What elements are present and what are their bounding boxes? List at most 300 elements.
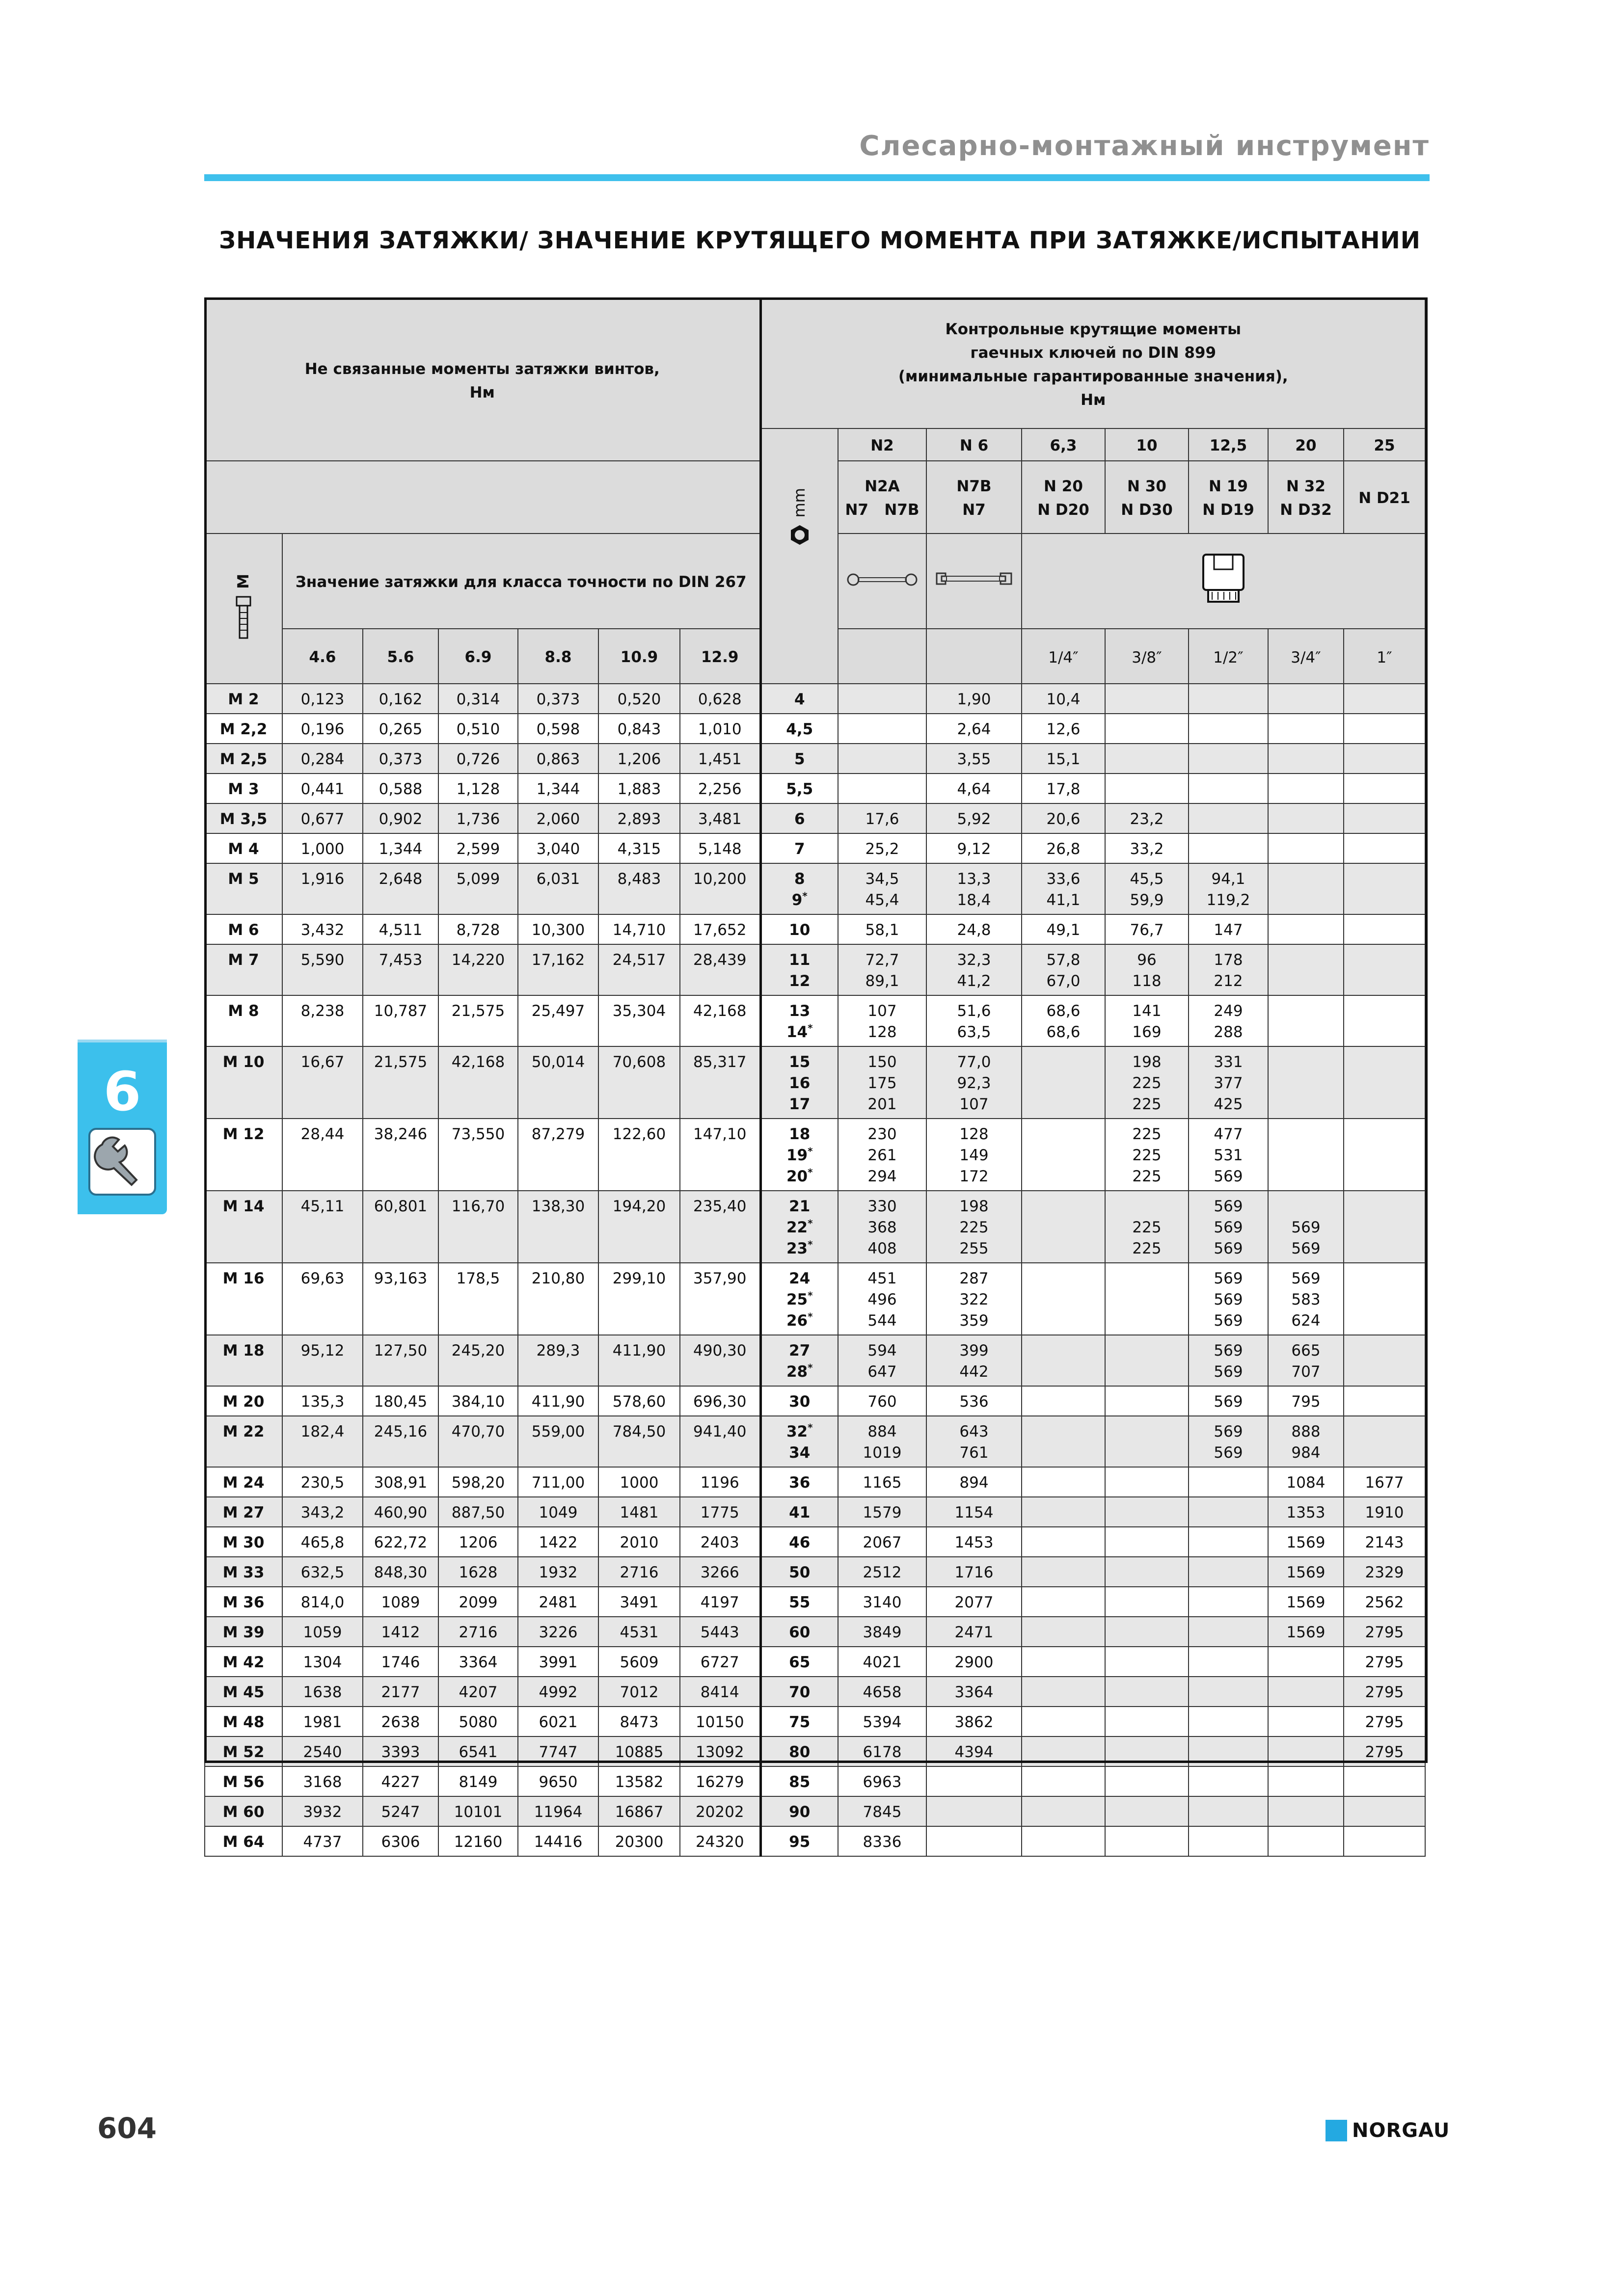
test-torque-value: 67,0 (1046, 972, 1081, 990)
test-torque-value: 225 (1132, 1074, 1162, 1092)
right-heading-line3: (минимальные гарантированные значения), (898, 368, 1288, 385)
test-torque-value: 643 (959, 1423, 989, 1441)
asterisk-mark: * (808, 1238, 813, 1251)
table-row (205, 1191, 1425, 1263)
tightening-value-cell: 11964 (518, 1796, 598, 1826)
test-torque-cell (1022, 1191, 1105, 1263)
wrench-size-cell (760, 1263, 838, 1335)
tightening-value-cell: 1000 (598, 1467, 680, 1497)
test-torque-cell (838, 1416, 926, 1467)
test-torque-cell (838, 1527, 926, 1557)
thread-size-cell: M 12 (205, 1119, 282, 1191)
wrench-size-value: 22* (786, 1217, 813, 1236)
test-torque-cell (1268, 1263, 1344, 1335)
right-heading-line1: Контрольные крутящие моменты (945, 320, 1242, 338)
tightening-value-cell: 696,30 (680, 1386, 760, 1416)
thread-size-cell: M 39 (205, 1617, 282, 1647)
test-torque-cell (1268, 833, 1344, 863)
test-torque-value: 3849 (863, 1624, 902, 1641)
tightening-value-cell: 5080 (438, 1707, 518, 1736)
test-torque-value: 175 (867, 1074, 897, 1092)
test-torque-value: 33,6 (1046, 870, 1081, 888)
tightening-value-cell: 245,20 (438, 1335, 518, 1386)
wrench-size-value: 10 (789, 921, 811, 939)
test-torque-cell (926, 1467, 1022, 1497)
test-torque-value: 212 (1214, 972, 1243, 990)
test-torque-value: 707 (1291, 1363, 1321, 1381)
test-torque-cell (926, 1119, 1022, 1191)
tightening-value-cell: 784,50 (598, 1416, 680, 1467)
tightening-value-cell: 465,8 (282, 1527, 363, 1557)
table-row (205, 744, 1425, 774)
test-torque-cell (926, 995, 1022, 1046)
test-torque-value: 1165 (863, 1474, 902, 1492)
tightening-value-cell: 632,5 (282, 1557, 363, 1587)
wrench-size-value: 26* (786, 1310, 813, 1330)
test-torque-cell (926, 944, 1022, 995)
test-torque-cell (1022, 1497, 1105, 1527)
tightening-value-cell: 13582 (598, 1766, 680, 1796)
tightening-value-cell: 42,168 (438, 1046, 518, 1119)
test-torque-value: 4658 (863, 1683, 902, 1701)
wrench-col-1-models (838, 461, 926, 534)
test-torque-cell (838, 1119, 926, 1191)
tightening-value-cell: 3,481 (680, 803, 760, 833)
tightening-value-cell: 0,196 (282, 714, 363, 744)
test-torque-cell (926, 1263, 1022, 1335)
test-torque-value: 287 (959, 1270, 989, 1287)
test-torque-cell (1344, 1335, 1425, 1386)
bolt-icon (235, 596, 252, 640)
open-spanner-blank (926, 629, 1022, 684)
tightening-value-cell: 1304 (282, 1647, 363, 1677)
asterisk-mark: * (808, 1310, 813, 1323)
tightening-value-cell: 1,128 (438, 774, 518, 803)
test-torque-value: 26,8 (1046, 840, 1081, 858)
test-torque-cell (926, 1587, 1022, 1617)
table-row (205, 1263, 1425, 1335)
tightening-value-cell: 50,014 (518, 1046, 598, 1119)
test-torque-cell (1105, 1707, 1189, 1736)
test-torque-cell (1344, 1647, 1425, 1677)
wrench-col-5-models (1189, 461, 1268, 534)
table-row (205, 944, 1425, 995)
wrench-size-value: 5 (794, 750, 805, 768)
test-torque-value: 2795 (1365, 1713, 1404, 1731)
tightening-value-cell: 2099 (438, 1587, 518, 1617)
tightening-value-cell: 10,787 (363, 995, 438, 1046)
tightening-value-cell: 2,648 (363, 863, 438, 914)
tightening-value-cell: 35,304 (598, 995, 680, 1046)
test-torque-value: 2329 (1365, 1564, 1404, 1581)
thread-size-cell: M 3 (205, 774, 282, 803)
tightening-value-cell: 6306 (363, 1826, 438, 1856)
test-torque-cell (1105, 1617, 1189, 1647)
test-torque-cell (838, 1467, 926, 1497)
class-6-9: 6.9 (438, 629, 518, 684)
test-torque-cell (1344, 1587, 1425, 1617)
tightening-value-cell: 0,314 (438, 684, 518, 714)
test-torque-value: 408 (867, 1240, 897, 1257)
wrench-size-value: 70 (789, 1683, 811, 1701)
tightening-value-cell: 0,863 (518, 744, 598, 774)
thread-size-cell: M 2,2 (205, 714, 282, 744)
table-row (205, 1617, 1425, 1647)
table-row (205, 863, 1425, 914)
tightening-value-cell: 14416 (518, 1826, 598, 1856)
test-torque-cell (1189, 1263, 1268, 1335)
wrench-size-value: 32* (786, 1421, 813, 1441)
wrench-col-3-mid: N 20 (1044, 478, 1083, 495)
test-torque-value: 2143 (1365, 1534, 1404, 1551)
test-torque-cell (1189, 1191, 1268, 1263)
test-torque-cell (926, 1557, 1022, 1587)
table-row (205, 1587, 1425, 1617)
wrench-col-6-sub: N D32 (1280, 501, 1332, 519)
test-torque-value: 24,8 (957, 921, 991, 939)
test-torque-value: 249 (1214, 1002, 1243, 1020)
wrench-size-value: 34 (789, 1444, 811, 1462)
table-row (205, 1677, 1425, 1707)
tightening-value-cell: 3266 (680, 1557, 760, 1587)
test-torque-cell (1105, 1046, 1189, 1119)
test-torque-value: 58,1 (865, 921, 899, 939)
tightening-value-cell: 6727 (680, 1647, 760, 1677)
wrench-size-value: 12 (789, 972, 811, 990)
table-row (205, 1335, 1425, 1386)
test-torque-cell (1189, 1527, 1268, 1557)
test-torque-cell (1022, 944, 1105, 995)
class-label: Значение затяжки для класса точности по DIN 267 (282, 534, 760, 629)
tightening-value-cell: 5,148 (680, 833, 760, 863)
thread-size-cell: M 64 (205, 1826, 282, 1856)
test-torque-value: 9,12 (957, 840, 991, 858)
thread-size-cell: M 18 (205, 1335, 282, 1386)
table-row (205, 833, 1425, 863)
thread-size-cell: M 5 (205, 863, 282, 914)
table-row (205, 1386, 1425, 1416)
tightening-value-cell: 24,517 (598, 944, 680, 995)
test-torque-cell (1344, 1119, 1425, 1191)
test-torque-cell (1189, 863, 1268, 914)
thread-size-cell: M 7 (205, 944, 282, 995)
tightening-value-cell: 178,5 (438, 1263, 518, 1335)
wrench-size-value: 27 (789, 1342, 811, 1360)
ring-spanner-blank (838, 629, 926, 684)
test-torque-cell (1268, 1467, 1344, 1497)
tightening-value-cell: 2638 (363, 1707, 438, 1736)
test-torque-cell (926, 803, 1022, 833)
tightening-value-cell: 5609 (598, 1647, 680, 1677)
wrench-col-3-models (1022, 461, 1105, 534)
test-torque-cell (926, 1335, 1022, 1386)
test-torque-cell (838, 1557, 926, 1587)
tightening-value-cell: 10885 (598, 1736, 680, 1766)
table-row (205, 1736, 1425, 1766)
test-torque-cell (926, 1046, 1022, 1119)
test-torque-cell (1105, 1467, 1189, 1497)
tightening-value-cell: 814,0 (282, 1587, 363, 1617)
test-torque-value: 569 (1214, 1363, 1243, 1381)
table-row (205, 995, 1425, 1046)
tightening-value-cell: 6021 (518, 1707, 598, 1736)
wrench-size-value: 13 (789, 1002, 811, 1020)
wrench-size-value: 36 (789, 1474, 811, 1492)
test-torque-cell (1268, 1191, 1344, 1263)
tightening-value-cell: 4,315 (598, 833, 680, 863)
tightening-value-cell: 6,031 (518, 863, 598, 914)
wrench-size-cell (760, 833, 838, 863)
test-torque-value: 225 (1132, 1095, 1162, 1113)
test-torque-cell (838, 1617, 926, 1647)
wrench-size-cell (760, 1617, 838, 1647)
test-torque-cell (926, 914, 1022, 944)
brand-logo (1325, 2119, 1450, 2142)
test-torque-cell (1189, 1386, 1268, 1416)
tightening-value-cell: 14,710 (598, 914, 680, 944)
test-torque-value: 569 (1214, 1198, 1243, 1215)
class-8-8: 8.8 (518, 629, 598, 684)
tightening-value-cell: 28,439 (680, 944, 760, 995)
test-torque-value: 536 (959, 1393, 989, 1411)
test-torque-cell (1344, 1796, 1425, 1826)
wrench-size-value: 24 (789, 1270, 811, 1287)
test-torque-cell (926, 1766, 1022, 1796)
wrench-col-2-models (926, 461, 1022, 534)
test-torque-value: 57,8 (1046, 951, 1081, 969)
tightening-value-cell: 0,162 (363, 684, 438, 714)
test-torque-value: 63,5 (957, 1023, 991, 1041)
tightening-value-cell: 3364 (438, 1647, 518, 1677)
tightening-value-cell: 122,60 (598, 1119, 680, 1191)
test-torque-cell (1189, 714, 1268, 744)
test-torque-value: 569 (1214, 1168, 1243, 1185)
thread-size-cell: M 22 (205, 1416, 282, 1467)
table-row (205, 1766, 1425, 1796)
test-torque-cell (1022, 744, 1105, 774)
tightening-value-cell: 116,70 (438, 1191, 518, 1263)
tightening-value-cell: 0,902 (363, 803, 438, 833)
test-torque-cell (1344, 1766, 1425, 1796)
test-torque-value: 569 (1214, 1219, 1243, 1236)
test-torque-cell (1344, 995, 1425, 1046)
test-torque-cell (1189, 1617, 1268, 1647)
test-torque-value: 49,1 (1046, 921, 1081, 939)
test-torque-cell (838, 863, 926, 914)
thread-size-cell: M 4 (205, 833, 282, 863)
tightening-value-cell: 1,206 (598, 744, 680, 774)
tightening-value-cell: 1981 (282, 1707, 363, 1736)
thread-size-cell: M 24 (205, 1467, 282, 1497)
tightening-value-cell: 13092 (680, 1736, 760, 1766)
tightening-value-cell: 2716 (598, 1557, 680, 1587)
drive-1-2: 1/2″ (1189, 629, 1268, 684)
test-torque-value: 147 (1214, 921, 1243, 939)
test-torque-cell (1022, 863, 1105, 914)
tightening-value-cell: 70,608 (598, 1046, 680, 1119)
tightening-value-cell: 20202 (680, 1796, 760, 1826)
test-torque-cell (1189, 1046, 1268, 1119)
test-torque-value: 45,4 (865, 891, 899, 909)
tightening-value-cell: 0,843 (598, 714, 680, 744)
test-torque-value: 15,1 (1046, 750, 1081, 768)
test-torque-cell (1189, 1677, 1268, 1707)
wrench-col-4-sub: N D30 (1121, 501, 1173, 519)
table-row (205, 1557, 1425, 1587)
wrench-col-6-models (1268, 461, 1344, 534)
test-torque-cell (838, 1191, 926, 1263)
test-torque-cell (1189, 1416, 1268, 1467)
test-torque-value: 2795 (1365, 1683, 1404, 1701)
test-torque-cell (926, 1416, 1022, 1467)
wrench-col-2-top: N 6 (926, 428, 1022, 461)
test-torque-cell (838, 774, 926, 803)
test-torque-value: 2512 (863, 1564, 902, 1581)
test-torque-cell (838, 1707, 926, 1736)
test-torque-value: 647 (867, 1363, 897, 1381)
test-torque-cell (838, 1736, 926, 1766)
test-torque-cell (1268, 803, 1344, 833)
test-torque-cell (1189, 833, 1268, 863)
socket-illustration (1022, 534, 1425, 629)
tightening-value-cell: 14,220 (438, 944, 518, 995)
test-torque-cell (1022, 1766, 1105, 1796)
test-torque-value: 169 (1132, 1023, 1162, 1041)
test-torque-cell (838, 1263, 926, 1335)
wrench-col-1-sub: N7 N7B (845, 501, 920, 519)
open-spanner-illustration (926, 534, 1022, 629)
tightening-value-cell: 3,040 (518, 833, 598, 863)
tightening-value-cell: 343,2 (282, 1497, 363, 1527)
test-torque-cell (1268, 914, 1344, 944)
thread-size-cell: M 52 (205, 1736, 282, 1766)
right-heading-line2: гаечных ключей по DIN 899 (970, 344, 1217, 362)
tightening-value-cell: 0,726 (438, 744, 518, 774)
test-torque-value: 33,2 (1130, 840, 1164, 858)
wrench-size-value: 5,5 (786, 780, 813, 798)
class-4-6: 4.6 (282, 629, 363, 684)
test-torque-value: 225 (1132, 1147, 1162, 1164)
test-torque-value: 8336 (863, 1833, 902, 1851)
test-torque-cell (1022, 1796, 1105, 1826)
tightening-value-cell: 1932 (518, 1557, 598, 1587)
tightening-value-cell: 357,90 (680, 1263, 760, 1335)
wrench-size-cell (760, 1826, 838, 1856)
test-torque-value: 34,5 (865, 870, 899, 888)
test-torque-cell (1022, 1527, 1105, 1557)
test-torque-cell (1268, 1736, 1344, 1766)
wrench-size-cell (760, 1119, 838, 1191)
test-torque-cell (838, 714, 926, 744)
thread-size-cell: M 36 (205, 1587, 282, 1617)
wrench-size-cell (760, 1467, 838, 1497)
tightening-value-cell: 138,30 (518, 1191, 598, 1263)
wrench-size-cell (760, 863, 838, 914)
test-torque-value: 119,2 (1206, 891, 1250, 909)
test-torque-value: 1569 (1286, 1624, 1325, 1641)
wrench-col-5-top: 12,5 (1189, 428, 1268, 461)
logo-square (1325, 2120, 1347, 2141)
test-torque-cell (1105, 914, 1189, 944)
wrench-size-value: 55 (789, 1594, 811, 1611)
hex-nut-icon (789, 524, 811, 546)
tightening-value-cell: 16,67 (282, 1046, 363, 1119)
thread-size-cell: M 3,5 (205, 803, 282, 833)
table-body (205, 684, 1425, 1856)
tightening-value-cell: 245,16 (363, 1416, 438, 1467)
tightening-value-cell: 0,284 (282, 744, 363, 774)
test-torque-cell (1268, 1826, 1344, 1856)
test-torque-value: 425 (1214, 1095, 1243, 1113)
tightening-value-cell: 559,00 (518, 1416, 598, 1467)
test-torque-value: 41,1 (1046, 891, 1081, 909)
test-torque-value: 1677 (1365, 1474, 1404, 1492)
table-row (205, 1527, 1425, 1557)
test-torque-value: 760 (867, 1393, 897, 1411)
tightening-value-cell: 2010 (598, 1527, 680, 1557)
drive-3-8: 3/8″ (1105, 629, 1189, 684)
test-torque-value: 569 (1214, 1240, 1243, 1257)
test-torque-value: 4394 (954, 1743, 994, 1761)
test-torque-value: 12,6 (1046, 721, 1081, 738)
tightening-value-cell: 2177 (363, 1677, 438, 1707)
class-5-6: 5.6 (363, 629, 438, 684)
tightening-value-cell: 21,575 (363, 1046, 438, 1119)
tightening-value-cell: 10101 (438, 1796, 518, 1826)
test-torque-value: 107 (959, 1095, 989, 1113)
test-torque-value: 6963 (863, 1773, 902, 1791)
asterisk-mark: * (802, 890, 808, 902)
wrench-size-cell (760, 1647, 838, 1677)
test-torque-cell (1022, 833, 1105, 863)
test-torque-value: 18,4 (957, 891, 991, 909)
thread-size-cell: M 2,5 (205, 744, 282, 774)
test-torque-cell (1022, 1335, 1105, 1386)
test-torque-cell (1189, 995, 1268, 1046)
test-torque-cell (1189, 1796, 1268, 1826)
table-row (205, 1647, 1425, 1677)
tightening-value-cell: 1,000 (282, 833, 363, 863)
asterisk-mark: * (808, 1217, 813, 1229)
test-torque-value: 399 (959, 1342, 989, 1360)
tightening-value-cell: 3991 (518, 1647, 598, 1677)
test-torque-cell (1344, 833, 1425, 863)
wrench-col-7-models (1344, 461, 1425, 534)
tightening-value-cell: 622,72 (363, 1527, 438, 1557)
test-torque-cell (1268, 1587, 1344, 1617)
wrench-size-value: 85 (789, 1773, 811, 1791)
thread-size-cell: M 2 (205, 684, 282, 714)
test-torque-value: 149 (959, 1147, 989, 1164)
tightening-value-cell: 8414 (680, 1677, 760, 1707)
test-torque-cell (1268, 1707, 1344, 1736)
test-torque-cell (1189, 1707, 1268, 1736)
tightening-value-cell: 848,30 (363, 1557, 438, 1587)
wrench-size-value: 14* (786, 1022, 813, 1041)
tightening-value-cell: 210,80 (518, 1263, 598, 1335)
table-row (205, 684, 1425, 714)
test-torque-cell (1189, 1766, 1268, 1796)
wrench-size-cell (760, 1557, 838, 1587)
test-torque-value: 1453 (954, 1534, 994, 1551)
test-torque-cell (838, 1796, 926, 1826)
test-torque-value: 13,3 (957, 870, 991, 888)
test-torque-cell (838, 995, 926, 1046)
test-torque-value: 23,2 (1130, 810, 1164, 828)
tightening-value-cell: 2481 (518, 1587, 598, 1617)
test-torque-cell (1344, 914, 1425, 944)
asterisk-mark: * (808, 1421, 813, 1434)
